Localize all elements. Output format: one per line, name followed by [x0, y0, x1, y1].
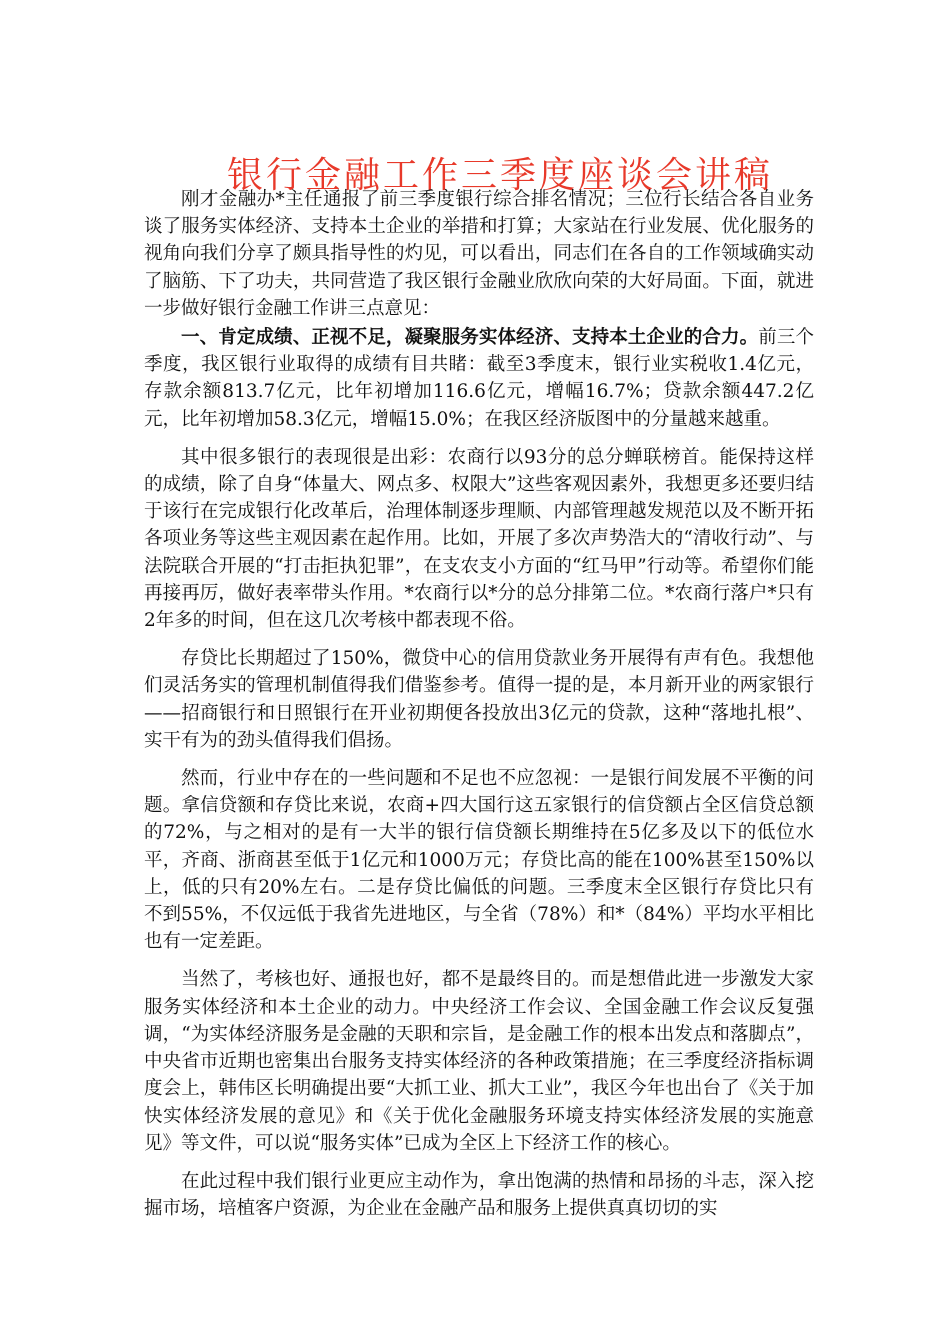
paragraph-achievements: 前三个季度，我区银行业取得的成绩有目共睹：截至3季度末，银行业实税收1.4亿元，存款余额813.7亿元，比年初增加116.6亿元，增幅16.7%；贷款余额447.2亿元，比年初增加58.3亿元，增幅15.0%；在我区经济版图中的分量越来越重。 [144, 327, 814, 430]
paragraph-purpose: 当然了，考核也好、通报也好，都不是最终目的。而是想借此进一步激发大家服务实体经济和本土企业的动力。中央经济工作会议、全国金融工作会议反复强调，“为实体经济服务是金融的天职和宗旨，是金融工作的根本出发点和落脚点”，中央省市近期也密集出台服务支持实体经济的各种政策措施；在三季度经济指标调度会上，韩伟区长明确提出要“大抓工业、抓大工业”，我区今年也出台了《关于加快实体经济发展的意见》和《关于优化金融服务环境支持实体经济发展的实施意见》等文件，可以说“服务实体”已成为全区上下经济工作的核心。 [144, 969, 814, 1154]
paragraph-section-one [144, 324, 814, 433]
paragraph-action: 在此过程中我们银行业更应主动作为，拿出饱满的热情和昂扬的斗志，深入挖掘市场，培植客户资源，为企业在金融产品和服务上提供真真切切的实 [144, 1170, 814, 1220]
document-title: 银行金融工作三季度座谈会讲稿 [226, 155, 773, 197]
paragraph-problems: 然而，行业中存在的一些问题和不足也不应忽视：一是银行间发展不平衡的问题。拿信贷额和存贷比来说，农商+四大国行这五家银行的信贷额占全区信贷总额的72%，与之相对的是有一大半的银行信贷额长期维持在5亿多及以下的低位水平，齐商、浙商甚至低于1亿元和1000万元；存贷比高的能在100%甚至150%以上，低的只有20%左右。二是存贷比偏低的问题。三季度末全区银行存贷比只有不到55%，不仅远低于我省先进地区，与全省（78%）和*（84%）平均水平相比也有一定差距。 [144, 768, 814, 953]
paragraph-intro: 刚才金融办*主任通报了前三季度银行综合排名情况；三位行长结合各自业务谈了服务实体经济、支持本土企业的举措和打算；大家站在行业发展、优化服务的视角向我们分享了颇具指导性的灼见，可以看出，同志们在各自的工作领域确实动了脑筋、下了功夫，共同营造了我区银行金融业欣欣向荣的大好局面。下面，就进一步做好银行金融工作讲三点意见： [144, 189, 814, 319]
section-heading-one: 一、肯定成绩、正视不足，凝聚服务实体经济、支持本土企业的合力。 [181, 327, 759, 349]
paragraph-loan-ratio: 存贷比长期超过了150%，微贷中心的信用贷款业务开展得有声有色。我想他们灵活务实的管理机制值得我们借鉴参考。值得一提的是，本月新开业的两家银行——招商银行和日照银行在开业初期便各投放出3亿元的贷款，这种“落地扎根”、实干有为的劲头值得我们倡扬。 [144, 648, 814, 751]
document-body [144, 186, 814, 1233]
paragraph-bank-performance: 其中很多银行的表现很是出彩：农商行以93分的总分蝉联榜首。能保持这样的成绩，除了自身“体量大、网点多、权限大”这些客观因素外，我想更多还要归结于该行在完成银行化改革后，治理体制逐步理顺、内部管理越发规范以及不断开拓各项业务等这些主观因素在起作用。比如，开展了多次声势浩大的“清收行动”、与法院联合开展的“打击拒执犯罪”，在支农支小方面的“红马甲”行动等。希望你们能再接再厉，做好表率带头作用。*农商行以*分的总分排第二位。*农商行落户*只有2年多的时间，但在这几次考核中都表现不俗。 [144, 446, 814, 632]
